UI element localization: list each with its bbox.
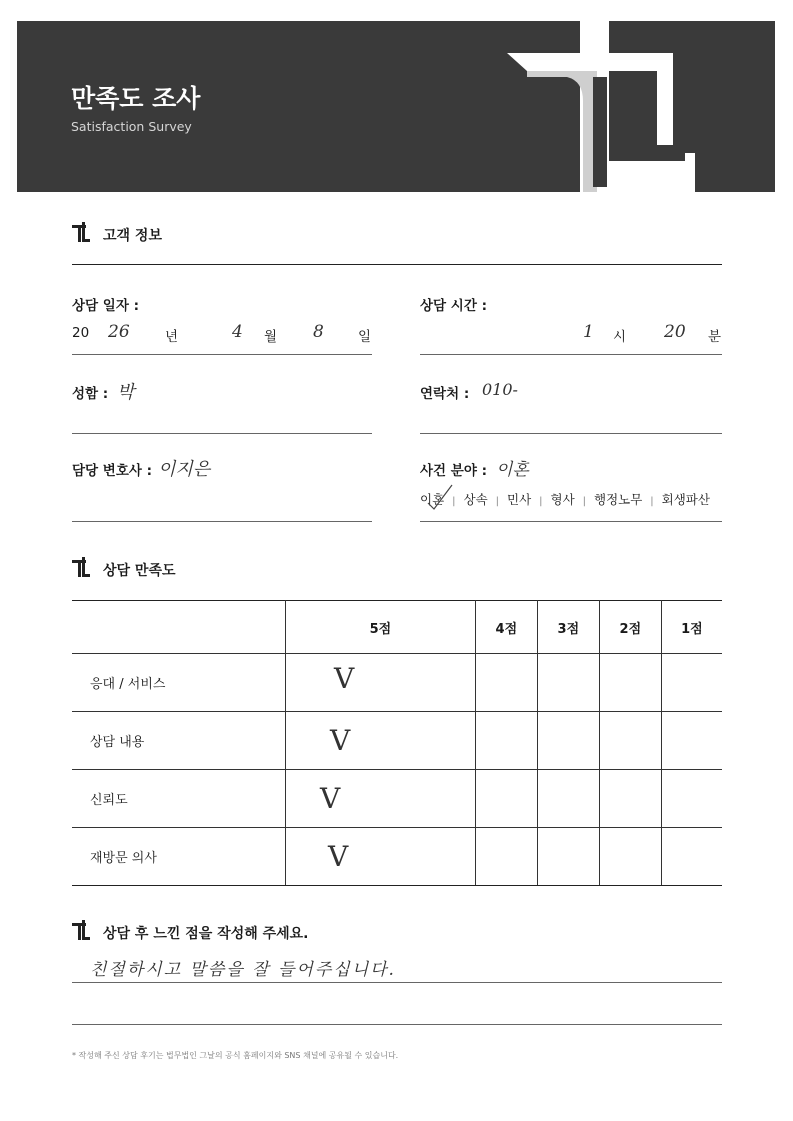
contact-underline — [420, 433, 722, 434]
case-separator: | — [582, 496, 587, 507]
time-hour-unit: 시 — [613, 329, 627, 345]
rating-cell[interactable] — [599, 828, 661, 886]
case-option-criminal[interactable]: 형사 — [550, 492, 575, 507]
case-option-inheritance[interactable]: 상속 — [463, 492, 488, 507]
date-month-unit: 월 — [264, 329, 278, 345]
rating-cell[interactable] — [475, 828, 537, 886]
consult-time-label: 상담 시간 : — [420, 298, 487, 314]
rating-cell[interactable] — [475, 654, 537, 712]
feedback-line — [72, 982, 722, 983]
case-field-label: 사건 분야 : — [420, 463, 487, 479]
date-day-unit: 일 — [358, 329, 372, 345]
check-mark: V — [330, 724, 351, 757]
feedback-line — [72, 1024, 722, 1025]
section-logo-icon — [72, 557, 92, 579]
rating-cell[interactable] — [286, 712, 476, 770]
time-underline — [420, 354, 722, 355]
name-handwritten[interactable]: 박 — [117, 382, 135, 403]
date-year-unit: 년 — [165, 329, 179, 345]
rating-cell[interactable] — [599, 712, 661, 770]
date-day-handwritten[interactable]: 8 — [313, 322, 324, 342]
rating-cell[interactable] — [286, 654, 476, 712]
contact-handwritten[interactable]: 010- — [482, 380, 518, 399]
lawyer-handwritten[interactable]: 이지은 — [158, 459, 211, 480]
section-title-customer: 고객 정보 — [103, 228, 162, 244]
time-minute-handwritten[interactable]: 20 — [664, 322, 686, 342]
rating-cell[interactable] — [661, 712, 722, 770]
rating-cell[interactable] — [537, 712, 599, 770]
lawyer-underline — [72, 521, 372, 522]
rating-cell[interactable] — [475, 770, 537, 828]
table-header-row — [72, 601, 722, 654]
consult-date-label: 상담 일자 : — [72, 298, 139, 314]
brand-logo-mark — [497, 21, 775, 192]
table-row — [72, 712, 722, 770]
rating-cell[interactable] — [537, 654, 599, 712]
name-underline — [72, 433, 372, 434]
feedback-handwritten[interactable]: 친절하시고 말씀을 잘 들어주십니다. — [90, 960, 396, 980]
rating-cell[interactable] — [599, 654, 661, 712]
column-header: 4점 — [475, 601, 537, 654]
row-label: 상담 내용 — [72, 712, 286, 770]
date-month-handwritten[interactable]: 4 — [232, 322, 243, 342]
check-mark: V — [328, 840, 349, 873]
case-separator: | — [495, 496, 500, 507]
column-header: 3점 — [537, 601, 599, 654]
case-separator: | — [650, 496, 654, 507]
rating-cell[interactable] — [286, 828, 476, 886]
rating-cell[interactable] — [537, 828, 599, 886]
case-options — [420, 490, 710, 508]
rating-cell[interactable] — [661, 654, 722, 712]
rating-cell[interactable] — [537, 770, 599, 828]
case-field-handwritten[interactable]: 이혼 — [496, 460, 529, 480]
case-option-civil[interactable]: 민사 — [507, 492, 532, 507]
time-minute-unit: 분 — [708, 329, 722, 345]
rating-cell[interactable] — [286, 770, 476, 828]
section-divider — [72, 264, 722, 265]
date-year-handwritten[interactable]: 26 — [108, 322, 130, 342]
case-option-rehab-bankruptcy[interactable]: 회생파산 — [661, 492, 710, 507]
case-separator: | — [452, 496, 456, 507]
name-label: 성함 : — [72, 386, 109, 402]
row-label: 재방문 의사 — [72, 828, 286, 886]
case-check-mark-icon — [420, 483, 456, 511]
check-mark: V — [320, 782, 341, 815]
case-underline — [420, 521, 722, 522]
section-logo-icon — [72, 920, 92, 942]
date-underline — [72, 354, 372, 355]
rating-cell[interactable] — [599, 770, 661, 828]
rating-cell[interactable] — [661, 770, 722, 828]
table-row — [72, 828, 722, 886]
lawyer-label: 담당 변호사 : — [72, 463, 153, 479]
column-header: 2점 — [599, 601, 661, 654]
rating-cell[interactable] — [661, 828, 722, 886]
footnote: * 작성해 주신 상담 후기는 법무법인 그날의 공식 홈페이지와 SNS 채널에 공유될 수 있습니다. — [72, 1051, 399, 1060]
row-label: 신뢰도 — [72, 770, 286, 828]
case-separator: | — [539, 496, 543, 507]
row-label: 응대 / 서비스 — [72, 654, 286, 712]
section-title-feedback: 상담 후 느낀 점을 작성해 주세요. — [103, 926, 309, 942]
contact-label: 연락처 : — [420, 386, 470, 402]
page-subtitle: Satisfaction Survey — [71, 119, 192, 134]
time-hour-handwritten[interactable]: 1 — [583, 322, 594, 342]
satisfaction-table — [72, 600, 722, 886]
rating-cell[interactable] — [475, 712, 537, 770]
section-logo-icon — [72, 222, 92, 244]
column-header: 5점 — [286, 601, 476, 654]
table-row — [72, 654, 722, 712]
table-corner-cell — [72, 601, 286, 654]
column-header: 1점 — [661, 601, 722, 654]
page-title: 만족도 조사 — [71, 84, 201, 113]
check-mark: V — [334, 662, 355, 695]
table-row — [72, 770, 722, 828]
case-option-admin-labor[interactable]: 행정노무 — [594, 492, 643, 507]
section-title-satisfaction: 상담 만족도 — [103, 563, 176, 579]
case-option-divorce[interactable]: 이혼 — [420, 492, 445, 507]
date-year-prefix: 20 — [72, 325, 90, 341]
